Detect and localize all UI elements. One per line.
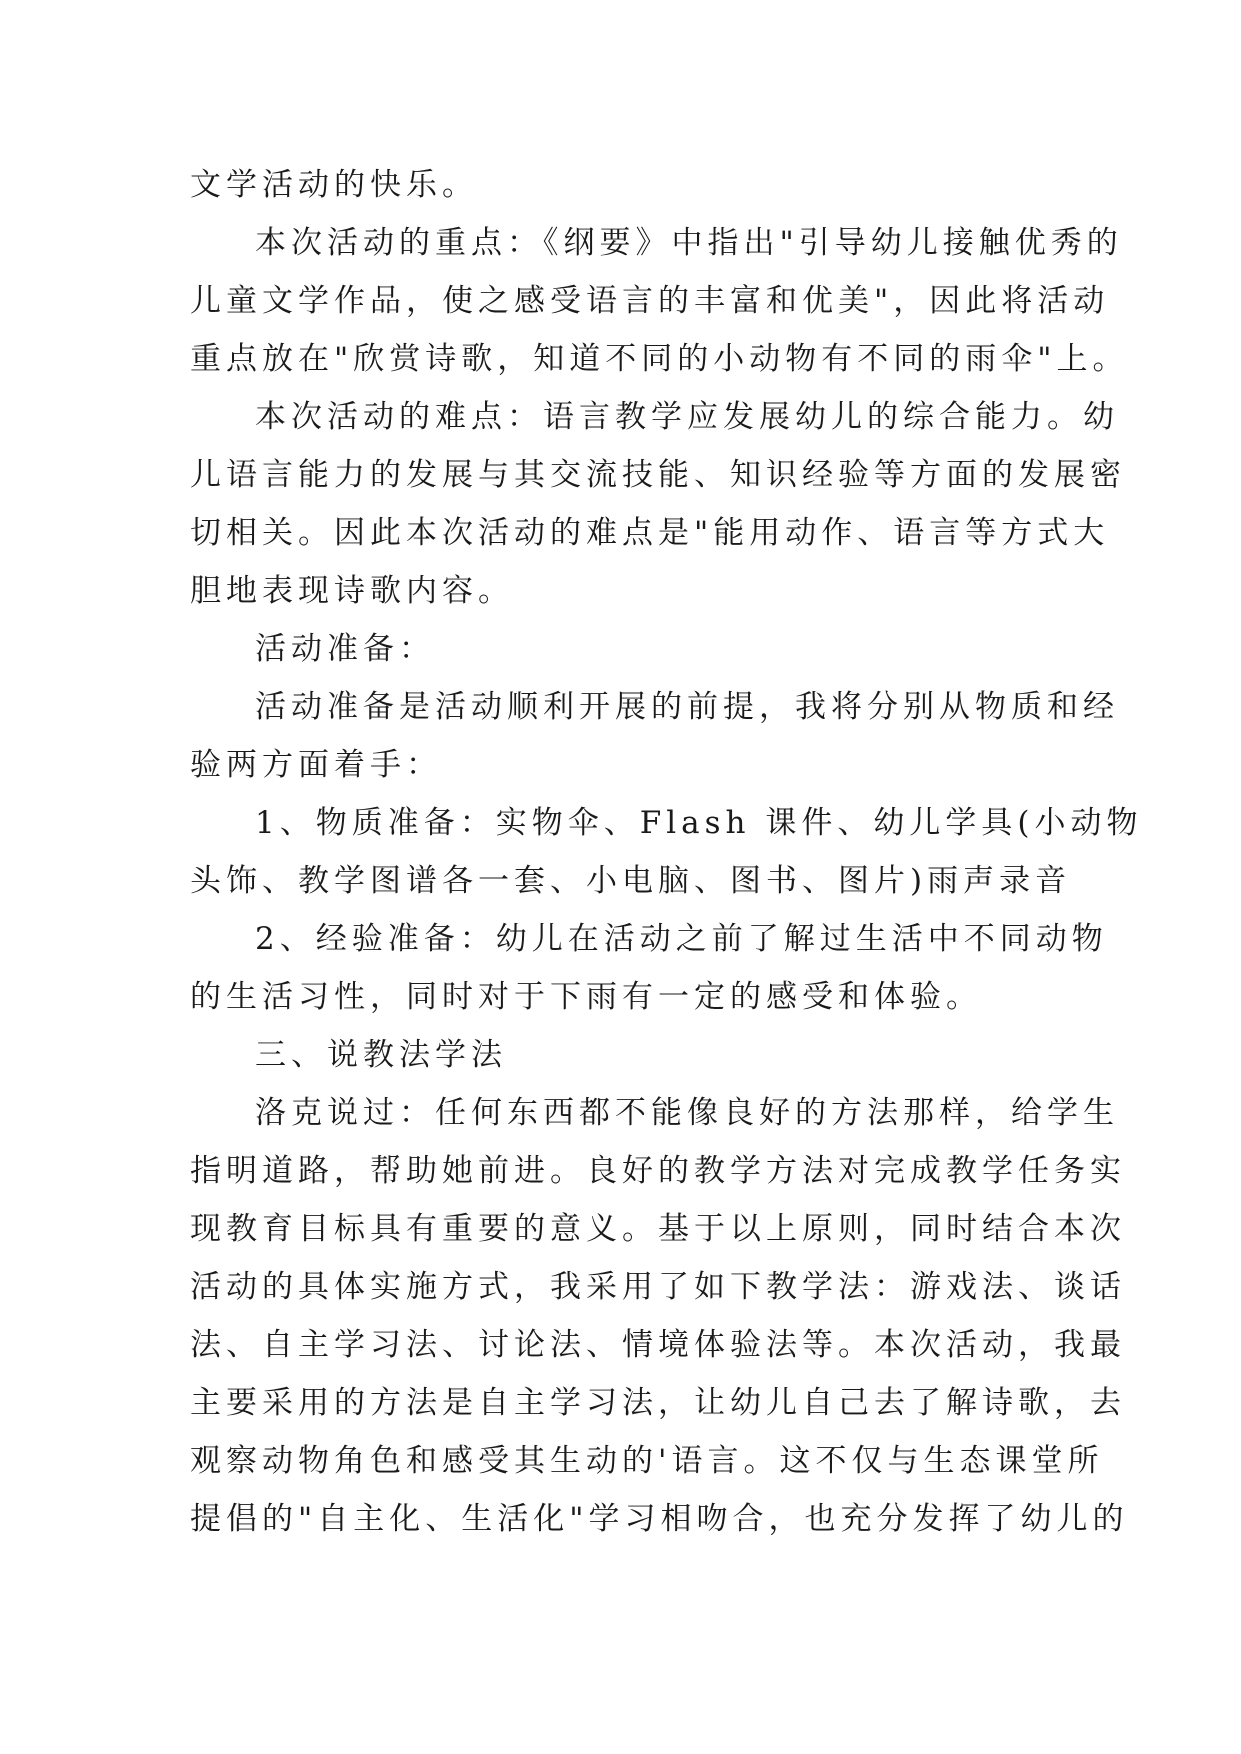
text-line: 主要采用的方法是自主学习法，让幼儿自己去了解诗歌，去 xyxy=(190,1385,1126,1421)
text-line: 现教育目标具有重要的意义。基于以上原则，同时结合本次 xyxy=(190,1211,1126,1247)
text-line: 指明道路，帮助她前进。良好的教学方法对完成教学任务实 xyxy=(190,1153,1126,1189)
list-item-1: 1、物质准备：实物伞、Flash 课件、幼儿学具(小动物 xyxy=(255,805,1143,841)
text-line: 活动的具体实施方式，我采用了如下教学法：游戏法、谈话 xyxy=(190,1269,1126,1305)
text-line: 的生活习性，同时对于下雨有一定的感受和体验。 xyxy=(190,979,982,1015)
text-line: 胆地表现诗歌内容。 xyxy=(190,573,514,609)
text-line: 重点放在"欣赏诗歌，知道不同的小动物有不同的雨伞"上。 xyxy=(190,341,1129,377)
text-line: 儿童文学作品，使之感受语言的丰富和优美"，因此将活动 xyxy=(190,283,1110,319)
text-line: 洛克说过：任何东西都不能像良好的方法那样，给学生 xyxy=(255,1095,1119,1131)
list-item-2: 2、经验准备：幼儿在活动之前了解过生活中不同动物 xyxy=(255,921,1108,957)
section-heading: 活动准备： xyxy=(255,631,435,667)
text-line: 活动准备是活动顺利开展的前提，我将分别从物质和经 xyxy=(255,689,1119,725)
text-line: 法、自主学习法、讨论法、情境体验法等。本次活动，我最 xyxy=(190,1327,1126,1363)
text-line: 本次活动的重点：《纲要》中指出"引导幼儿接触优秀的 xyxy=(255,225,1123,261)
text-line: 观察动物角色和感受其生动的'语言。这不仅与生态课堂所 xyxy=(190,1443,1104,1479)
text-line: 儿语言能力的发展与其交流技能、知识经验等方面的发展密 xyxy=(190,457,1126,493)
text-line: 本次活动的难点：语言教学应发展幼儿的综合能力。幼 xyxy=(255,399,1119,435)
section-heading: 三、说教法学法 xyxy=(255,1037,507,1073)
text-line: 提倡的"自主化、生活化"学习相吻合，也充分发挥了幼儿的 xyxy=(190,1501,1129,1537)
text-line: 切相关。因此本次活动的难点是"能用动作、语言等方式大 xyxy=(190,515,1110,551)
text-line: 文学活动的快乐。 xyxy=(190,167,478,203)
text-line: 验两方面着手： xyxy=(190,747,442,783)
text-line: 头饰、教学图谱各一套、小电脑、图书、图片)雨声录音 xyxy=(190,863,1072,899)
